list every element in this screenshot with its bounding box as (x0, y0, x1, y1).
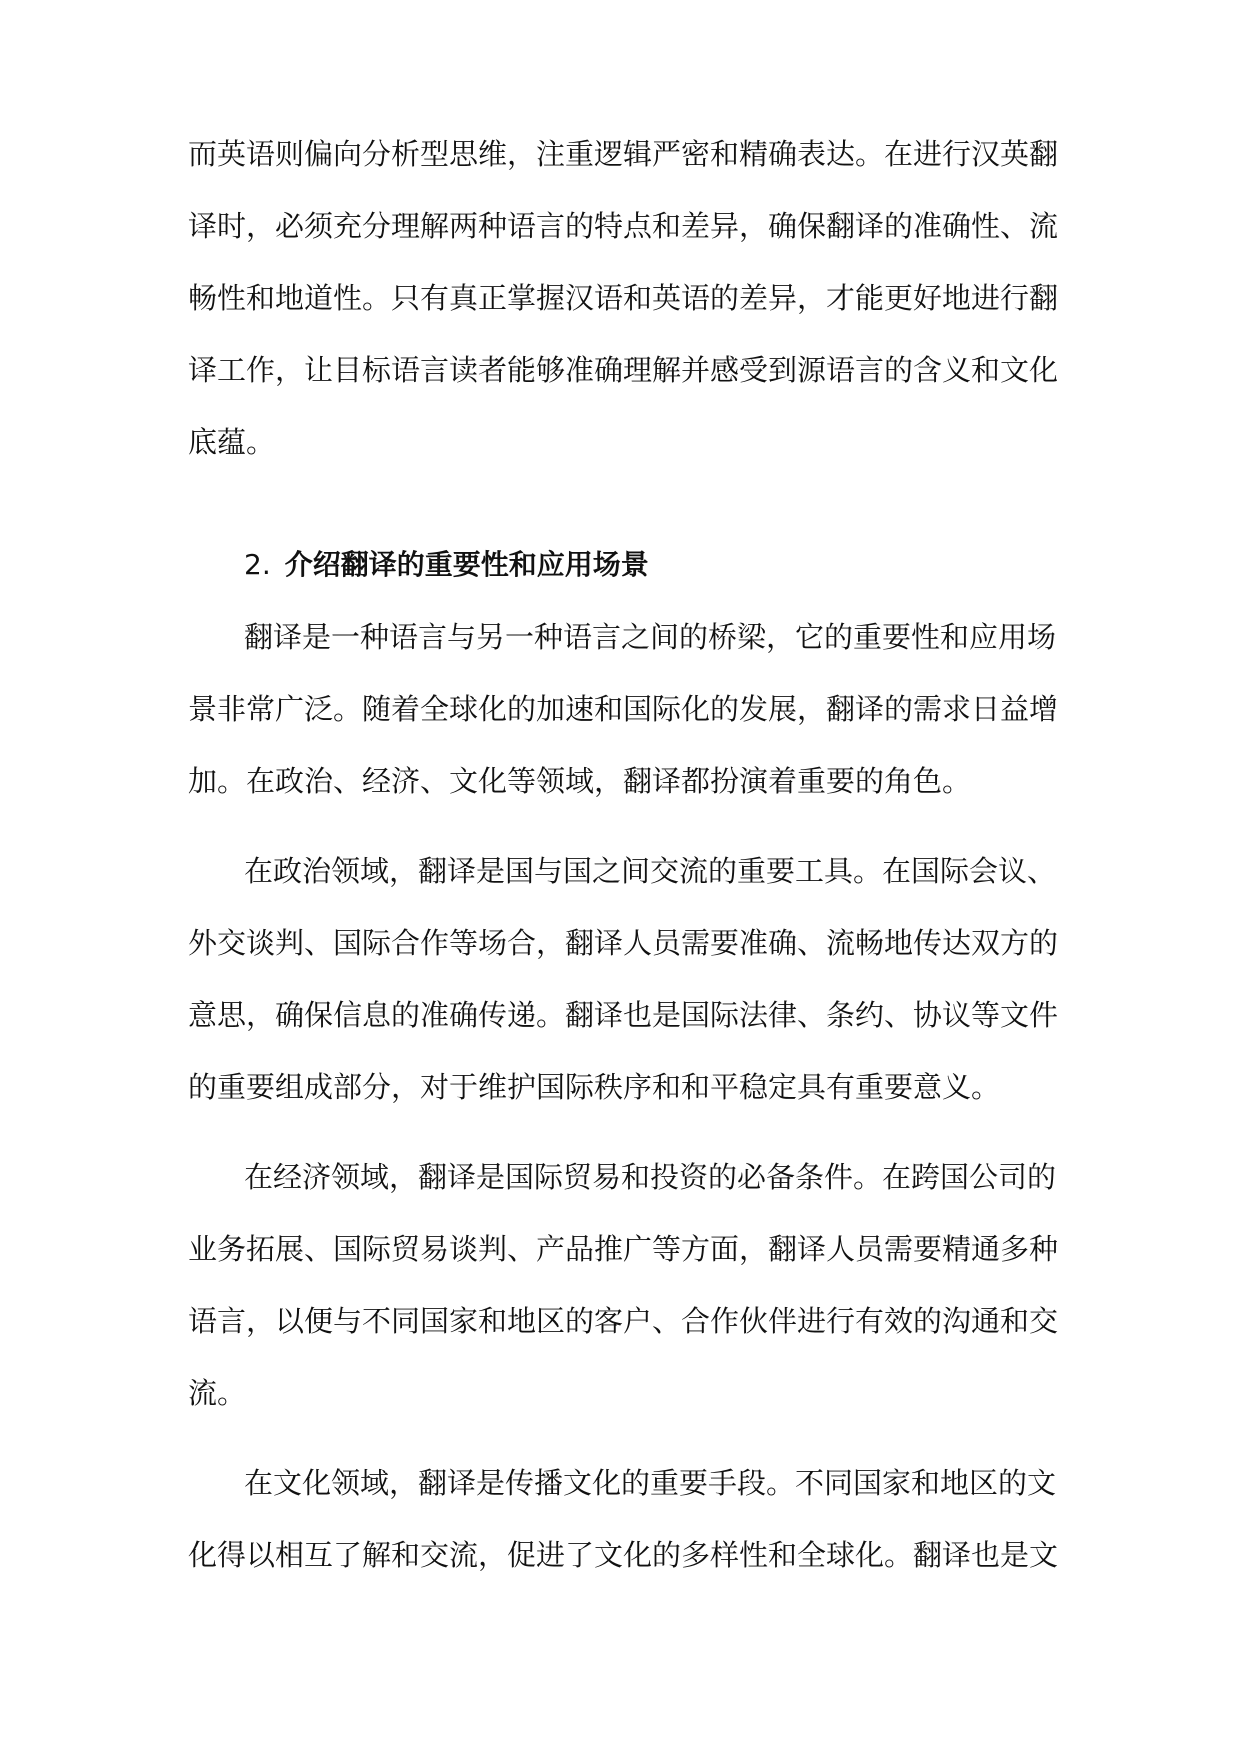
paragraph-line: 在文化领域，翻译是传播文化的重要手段。不同国家和地区的文 (244, 1466, 1057, 1500)
paragraph-line: 译工作，让目标语言读者能够准确理解并感受到源语言的含义和文化 (188, 353, 1059, 387)
section-number: 2. (244, 548, 271, 581)
paragraph-line: 底蕴。 (188, 425, 276, 459)
paragraph-line: 外交谈判、国际合作等场合，翻译人员需要准确、流畅地传达双方的 (188, 926, 1059, 960)
paragraph-line: 畅性和地道性。只有真正掌握汉语和英语的差异，才能更好地进行翻 (188, 281, 1059, 315)
paragraph-line: 而英语则偏向分析型思维，注重逻辑严密和精确表达。在进行汉英翻 (188, 137, 1059, 171)
paragraph-line: 流。 (188, 1376, 247, 1410)
section-title: 介绍翻译的重要性和应用场景 (284, 548, 649, 581)
paragraph-line: 业务拓展、国际贸易谈判、产品推广等方面，翻译人员需要精通多种 (188, 1232, 1059, 1266)
paragraph-line: 加。在政治、经济、文化等领域，翻译都扮演着重要的角色。 (188, 764, 972, 798)
section-heading (244, 548, 649, 582)
paragraph-line: 译时，必须充分理解两种语言的特点和差异，确保翻译的准确性、流 (188, 209, 1059, 243)
paragraph-line: 在政治领域，翻译是国与国之间交流的重要工具。在国际会议、 (244, 854, 1057, 888)
paragraph-line: 的重要组成部分，对于维护国际秩序和和平稳定具有重要意义。 (188, 1070, 1001, 1104)
paragraph-line: 景非常广泛。随着全球化的加速和国际化的发展，翻译的需求日益增 (188, 692, 1059, 726)
paragraph-line: 翻译是一种语言与另一种语言之间的桥梁，它的重要性和应用场 (244, 620, 1057, 654)
paragraph-line: 在经济领域，翻译是国际贸易和投资的必备条件。在跨国公司的 (244, 1160, 1057, 1194)
paragraph-line: 语言，以便与不同国家和地区的客户、合作伙伴进行有效的沟通和交 (188, 1304, 1059, 1338)
paragraph-line: 意思，确保信息的准确传递。翻译也是国际法律、条约、协议等文件 (188, 998, 1059, 1032)
paragraph-line: 化得以相互了解和交流，促进了文化的多样性和全球化。翻译也是文 (188, 1538, 1059, 1572)
